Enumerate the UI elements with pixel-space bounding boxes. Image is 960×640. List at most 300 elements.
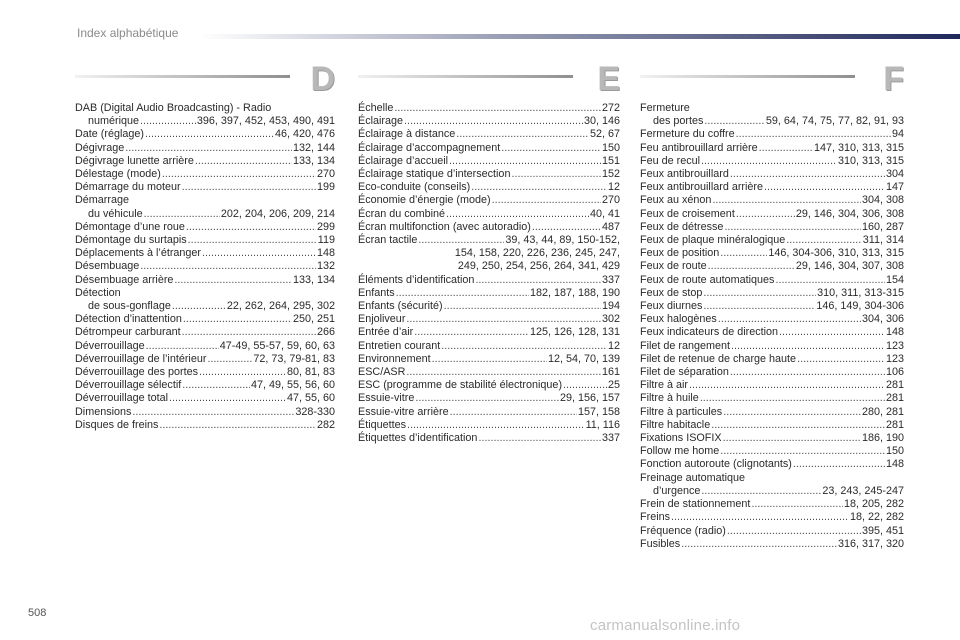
index-pages: 133, 134 xyxy=(292,154,335,167)
index-pages: 202, 204, 206, 209, 214 xyxy=(220,207,335,220)
index-entry-row xyxy=(358,221,620,234)
index-term: Fixations ISOFIX xyxy=(640,432,722,445)
index-entry xyxy=(358,326,620,339)
index-term: Déverrouillage sélectif xyxy=(75,379,182,392)
index-entry xyxy=(358,168,620,181)
index-entry-row xyxy=(75,155,335,168)
index-entry-row xyxy=(75,234,335,247)
index-entry-row xyxy=(358,313,620,326)
index-entry-row xyxy=(75,406,335,419)
dot-leader xyxy=(723,406,861,419)
dot-leader xyxy=(727,525,861,538)
index-entry xyxy=(640,247,904,260)
dot-leader xyxy=(174,274,292,287)
index-term: Feux de route xyxy=(640,260,707,273)
index-pages: 148 xyxy=(885,458,904,471)
dot-leader xyxy=(759,142,813,155)
index-term: Entrée d’air xyxy=(358,326,414,339)
index-term: Feux de détresse xyxy=(640,220,724,233)
index-entry-row xyxy=(640,326,904,339)
index-entry-row xyxy=(75,326,335,339)
index-pages: 132 xyxy=(316,260,335,273)
index-entry xyxy=(358,194,620,207)
index-pages: 29, 146, 304, 307, 308 xyxy=(795,260,904,273)
index-pages: 395, 451 xyxy=(861,524,904,537)
index-term: Écran multifonction (avec autoradio) xyxy=(358,220,531,233)
index-entry-row xyxy=(75,379,335,392)
index-pages: 270 xyxy=(316,168,335,181)
index-pages: 148 xyxy=(885,326,904,339)
index-pages: 12 xyxy=(607,181,620,194)
index-term: Économie d’énergie (mode) xyxy=(358,194,491,207)
index-entry xyxy=(358,115,620,128)
index-pages: 80, 81, 83 xyxy=(286,366,335,379)
index-entry xyxy=(640,340,904,353)
index-pages: 328-330 xyxy=(295,405,335,418)
index-pages: 160, 287 xyxy=(861,220,904,233)
index-entry xyxy=(75,326,335,339)
dot-leader xyxy=(720,445,885,458)
index-term: Écran tactile xyxy=(358,234,418,247)
index-entry-row xyxy=(640,419,904,432)
index-pages: 304, 306 xyxy=(861,313,904,326)
index-entry xyxy=(640,525,904,538)
letter-heading-rule xyxy=(75,75,290,78)
index-entry-row xyxy=(640,525,904,538)
index-entry-heading: Freinage automatique xyxy=(640,471,746,484)
index-entry-row xyxy=(640,181,904,194)
index-pages: 29, 156, 157 xyxy=(559,392,620,405)
dot-leader xyxy=(132,406,294,419)
index-entry-row xyxy=(75,260,335,273)
index-term: Freins xyxy=(640,511,670,524)
index-column-e xyxy=(358,60,620,445)
index-entry-row xyxy=(640,498,904,511)
index-pages: 281 xyxy=(885,392,904,405)
index-term: Éléments d’identification xyxy=(358,273,475,286)
dot-leader xyxy=(708,260,795,273)
index-pages-continued: 249, 250, 254, 256, 264, 341, 429 xyxy=(457,260,620,273)
index-entry xyxy=(75,234,335,247)
dot-leader xyxy=(146,340,219,353)
index-term: Filtre à air xyxy=(640,379,688,392)
index-entry-row xyxy=(75,340,335,353)
dot-leader xyxy=(444,300,601,313)
index-entry-row xyxy=(75,115,335,128)
index-pages: 304, 308 xyxy=(861,194,904,207)
index-entry xyxy=(75,181,335,194)
dot-leader xyxy=(396,287,529,300)
index-entry xyxy=(75,406,335,419)
index-entry-row xyxy=(640,485,904,498)
index-entry xyxy=(358,353,620,366)
dot-leader xyxy=(162,168,316,181)
dot-leader xyxy=(456,128,589,141)
index-entry xyxy=(358,392,620,405)
index-pages: 106 xyxy=(885,366,904,379)
index-entry xyxy=(358,340,620,353)
index-entry xyxy=(358,379,620,392)
index-entry-row xyxy=(75,353,335,366)
dot-leader xyxy=(202,247,316,260)
dot-leader xyxy=(446,208,589,221)
dot-leader xyxy=(704,115,765,128)
index-entry-row xyxy=(640,300,904,313)
index-term: Eco-conduite (conseils) xyxy=(358,181,471,194)
dot-leader xyxy=(199,366,286,379)
index-term: Feux de route automatiques xyxy=(640,273,775,286)
index-entry-row xyxy=(358,287,620,300)
index-term: Étiquettes xyxy=(358,418,407,431)
index-entry xyxy=(75,128,335,141)
index-term: Feux antibrouillard xyxy=(640,168,729,181)
index-entry-row xyxy=(640,155,904,168)
index-term: Désembuage arrière xyxy=(75,273,174,286)
index-term: Filet de retenue de charge haute xyxy=(640,352,797,365)
index-entry-row xyxy=(640,511,904,524)
dot-leader xyxy=(724,221,861,234)
index-term: Feux de stop xyxy=(640,286,703,299)
index-entry-row xyxy=(358,194,620,207)
index-pages: 281 xyxy=(885,418,904,431)
dot-leader xyxy=(414,326,529,339)
index-entry xyxy=(358,221,620,234)
index-pages: 147, 310, 313, 315 xyxy=(813,141,904,154)
index-term: Détection d’inattention xyxy=(75,313,182,326)
index-entry-row xyxy=(358,155,620,168)
dot-leader xyxy=(182,326,316,339)
index-entry xyxy=(75,340,335,353)
index-entry xyxy=(358,366,620,379)
index-pages: 72, 73, 79-81, 83 xyxy=(253,352,335,365)
index-entry xyxy=(640,221,904,234)
index-entry-row xyxy=(640,142,904,155)
letter-heading: D xyxy=(310,60,335,98)
index-entry-row xyxy=(358,181,620,194)
index-pages: 150 xyxy=(601,141,620,154)
index-entry-row xyxy=(640,115,904,128)
index-entry xyxy=(358,208,620,221)
index-entry-row xyxy=(358,208,620,221)
index-entry xyxy=(640,472,904,498)
index-pages: 282 xyxy=(316,418,335,431)
index-entry-row xyxy=(75,168,335,181)
dot-leader xyxy=(159,419,316,432)
dot-leader xyxy=(711,419,885,432)
index-term: Délestage (mode) xyxy=(75,168,161,181)
index-entry xyxy=(358,181,620,194)
index-entry xyxy=(75,392,335,405)
index-pages: 182, 187, 188, 190 xyxy=(529,286,620,299)
index-entry-row xyxy=(640,445,904,458)
index-term: Dimensions xyxy=(75,405,132,418)
index-entry-row xyxy=(75,221,335,234)
index-pages: 152 xyxy=(601,168,620,181)
index-entry xyxy=(640,353,904,366)
index-term: Feux au xénon xyxy=(640,194,712,207)
dot-leader xyxy=(731,340,885,353)
index-pages: 132, 144 xyxy=(292,141,335,154)
dot-leader xyxy=(701,155,837,168)
index-entry-row xyxy=(640,287,904,300)
index-entry xyxy=(640,260,904,273)
index-pages: 22, 262, 264, 295, 302 xyxy=(226,300,335,313)
letter-heading-row xyxy=(640,60,904,102)
dot-leader xyxy=(764,181,885,194)
dot-leader xyxy=(406,366,601,379)
index-entry-row xyxy=(358,326,620,339)
index-entry xyxy=(640,432,904,445)
index-entry-row xyxy=(358,115,620,128)
index-pages: 125, 126, 128, 131 xyxy=(529,326,620,339)
index-entry-row xyxy=(358,102,620,115)
index-pages: 11, 116 xyxy=(585,418,620,431)
dot-leader xyxy=(671,511,849,524)
index-entry-row xyxy=(358,366,620,379)
index-term: Feux antibrouillard arrière xyxy=(640,181,764,194)
index-entry-heading: Fermeture xyxy=(640,102,690,114)
dot-leader xyxy=(511,168,601,181)
dot-leader xyxy=(195,155,292,168)
index-pages: 30, 146 xyxy=(583,115,620,128)
index-entry xyxy=(75,260,335,273)
index-entry xyxy=(640,102,904,128)
index-pages: 46, 420, 476 xyxy=(274,128,335,141)
index-pages: 18, 205, 282 xyxy=(843,498,904,511)
letter-heading-rule xyxy=(358,75,573,78)
index-entry xyxy=(75,194,335,220)
index-entry xyxy=(358,287,620,300)
index-pages: 18, 22, 282 xyxy=(849,511,904,524)
dot-leader xyxy=(140,115,196,128)
dot-leader xyxy=(478,432,601,445)
index-term: Date (réglage) xyxy=(75,128,145,141)
index-term: Feux de plaque minéralogique xyxy=(640,234,786,247)
index-pages: 310, 311, 313-315 xyxy=(817,286,904,299)
index-entry xyxy=(75,247,335,260)
index-entry-row xyxy=(640,340,904,353)
index-entry-row xyxy=(640,353,904,366)
index-entry-row xyxy=(358,234,620,247)
index-pages: 250, 251 xyxy=(292,313,335,326)
dot-leader xyxy=(182,379,250,392)
index-entry-row xyxy=(75,274,335,287)
index-entry xyxy=(75,274,335,287)
dot-leader xyxy=(449,155,601,168)
dot-leader xyxy=(779,326,885,339)
dot-leader xyxy=(775,274,885,287)
index-entry xyxy=(640,300,904,313)
index-entry xyxy=(358,300,620,313)
index-term: Environnement xyxy=(358,352,431,365)
dot-leader xyxy=(441,340,607,353)
dot-leader xyxy=(404,115,583,128)
index-pages: 123 xyxy=(885,339,904,352)
dot-leader xyxy=(418,234,504,247)
index-entry-row xyxy=(640,208,904,221)
index-term: Filet de séparation xyxy=(640,366,729,379)
index-entry-heading: Démarrage xyxy=(75,194,130,207)
index-entry xyxy=(640,142,904,155)
index-pages: 337 xyxy=(601,273,620,286)
index-entry xyxy=(75,221,335,234)
dot-leader xyxy=(501,142,601,155)
index-entry-heading: Détection xyxy=(75,286,121,299)
index-entry-row xyxy=(640,234,904,247)
index-entry xyxy=(75,366,335,379)
index-entry-row xyxy=(640,458,904,471)
index-term: Éclairage xyxy=(358,115,404,128)
index-pages: 25 xyxy=(607,379,620,392)
index-pages: 47-49, 55-57, 59, 60, 63 xyxy=(219,339,335,352)
index-term: Feux de croisement xyxy=(640,207,735,220)
index-pages: 194 xyxy=(601,300,620,313)
index-entry xyxy=(640,379,904,392)
dot-leader xyxy=(406,313,601,326)
page-number: 508 xyxy=(28,607,47,619)
dot-leader xyxy=(700,392,885,405)
index-term: des portes xyxy=(653,115,704,128)
index-pages: 148 xyxy=(316,247,335,260)
index-term: Démarrage du moteur xyxy=(75,181,181,194)
dot-leader xyxy=(415,392,559,405)
index-entry-row xyxy=(358,392,620,405)
index-term: Déverrouillage des portes xyxy=(75,366,199,379)
index-entry xyxy=(358,155,620,168)
index-entry-row xyxy=(640,538,904,551)
dot-leader xyxy=(712,194,861,207)
dot-leader xyxy=(169,392,286,405)
index-entry xyxy=(75,168,335,181)
index-entry xyxy=(640,445,904,458)
index-pages-continued: 154, 158, 220, 226, 236, 245, 247, xyxy=(454,247,620,260)
index-entry xyxy=(358,419,620,432)
letter-heading-row xyxy=(75,60,335,102)
index-pages: 266 xyxy=(316,326,335,339)
index-entry xyxy=(358,406,620,419)
index-term: Filet de rangement xyxy=(640,339,731,352)
index-term: Déplacements à l’étranger xyxy=(75,247,202,260)
index-entries xyxy=(75,102,335,432)
index-entry-row xyxy=(640,392,904,405)
index-term: Détrompeur carburant xyxy=(75,326,181,339)
index-pages: 161 xyxy=(601,366,620,379)
index-pages: 304 xyxy=(885,168,904,181)
index-entry xyxy=(640,234,904,247)
index-term: Écran du combiné xyxy=(358,207,446,220)
index-entry xyxy=(358,234,620,274)
index-entry xyxy=(640,208,904,221)
index-pages: 199 xyxy=(316,181,335,194)
index-entry-row xyxy=(358,300,620,313)
index-entry-heading: DAB (Digital Audio Broadcasting) - Radio xyxy=(75,102,272,114)
index-pages: 157, 158 xyxy=(577,405,620,418)
index-entry-row xyxy=(75,142,335,155)
index-term: Feu antibrouillard arrière xyxy=(640,141,758,154)
index-term: Déverrouillage total xyxy=(75,392,169,405)
index-pages: 59, 64, 74, 75, 77, 82, 91, 93 xyxy=(765,115,904,128)
dot-leader xyxy=(701,485,821,498)
index-entry-row xyxy=(358,128,620,141)
dot-leader xyxy=(723,432,861,445)
index-entry xyxy=(640,392,904,405)
index-term: Éclairage d’accueil xyxy=(358,154,449,167)
index-entry xyxy=(358,313,620,326)
watermark: carmanualsonline.info xyxy=(590,617,741,634)
index-entry-row xyxy=(75,128,335,141)
dot-leader xyxy=(689,379,885,392)
index-entry xyxy=(640,419,904,432)
index-term: Follow me home xyxy=(640,445,720,458)
dot-leader xyxy=(720,247,767,260)
index-term: Déverrouillage de l’intérieur xyxy=(75,352,207,365)
dot-leader xyxy=(751,498,843,511)
index-term: d’urgence xyxy=(653,484,701,497)
index-term: Feux halogènes xyxy=(640,313,717,326)
index-pages: 280, 281 xyxy=(861,405,904,418)
index-term: Déverrouillage xyxy=(75,339,145,352)
index-entry xyxy=(358,128,620,141)
index-pages: 47, 49, 55, 56, 60 xyxy=(250,379,335,392)
index-pages: 270 xyxy=(601,194,620,207)
index-entry-row xyxy=(640,247,904,260)
index-term: Essuie-vitre arrière xyxy=(358,405,449,418)
dot-leader xyxy=(172,300,226,313)
index-entry-row xyxy=(358,419,620,432)
index-term: Enjoliveur xyxy=(358,313,406,326)
dot-leader xyxy=(736,128,891,141)
dot-leader xyxy=(793,458,885,471)
index-term: Échelle xyxy=(358,102,394,114)
index-pages: 12, 54, 70, 139 xyxy=(547,352,620,365)
dot-leader xyxy=(144,208,220,221)
dot-leader xyxy=(125,142,292,155)
index-pages: 299 xyxy=(316,220,335,233)
index-pages: 29, 146, 304, 306, 308 xyxy=(795,207,904,220)
dot-leader xyxy=(681,538,837,551)
dot-leader xyxy=(186,221,316,234)
index-entry-row xyxy=(640,406,904,419)
index-entry xyxy=(640,458,904,471)
index-pages: 146, 304-306, 310, 313, 315 xyxy=(768,247,904,260)
dot-leader xyxy=(182,181,316,194)
index-entry xyxy=(75,353,335,366)
index-term: Éclairage statique d’intersection xyxy=(358,168,511,181)
index-entry-row xyxy=(358,340,620,353)
dot-leader xyxy=(188,234,317,247)
index-entries xyxy=(358,102,620,445)
index-entry-row xyxy=(358,379,620,392)
index-entry xyxy=(358,274,620,287)
index-entry xyxy=(640,498,904,511)
index-entry xyxy=(358,142,620,155)
index-pages: 146, 149, 304-306 xyxy=(816,300,904,313)
index-entry xyxy=(640,538,904,551)
dot-leader xyxy=(492,194,601,207)
index-pages: 133, 134 xyxy=(292,273,335,286)
index-entry xyxy=(640,313,904,326)
index-entry xyxy=(640,128,904,141)
index-term: du véhicule xyxy=(88,207,143,220)
index-entry-row xyxy=(75,300,335,313)
index-term: numérique xyxy=(88,115,140,128)
index-term: Enfants (sécurité) xyxy=(358,300,443,313)
dot-leader xyxy=(394,102,601,115)
index-pages: 40, 41 xyxy=(589,207,620,220)
index-term: Filtre habitacle xyxy=(640,418,711,431)
index-pages: 396, 397, 452, 453, 490, 491 xyxy=(196,115,335,128)
index-entry xyxy=(75,379,335,392)
